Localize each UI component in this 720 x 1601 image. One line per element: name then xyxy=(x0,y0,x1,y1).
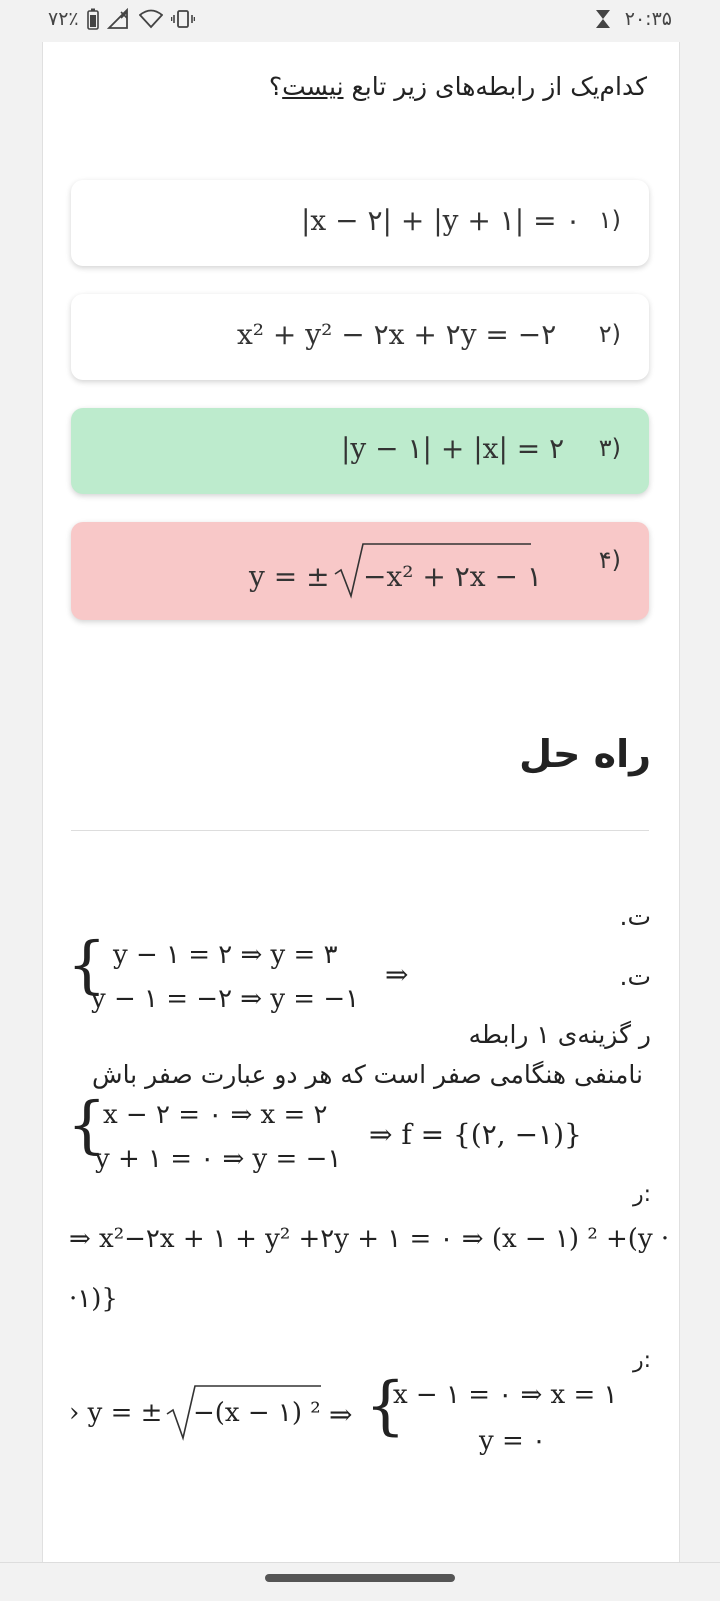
option-formula: |x − ۲| + |y + ۱| = ۰ xyxy=(301,204,581,237)
label-3: :ر xyxy=(632,1348,651,1373)
option-number: ۴) xyxy=(598,546,621,574)
equation-3-prefix: › y = ± xyxy=(69,1398,163,1428)
option-number: ۳) xyxy=(598,434,621,462)
vibrate-icon xyxy=(171,9,195,29)
left-brace: { xyxy=(365,1369,406,1443)
option1-heading: ر گزینه‌ی ۱ رابطه xyxy=(468,1020,651,1049)
no-signal-icon xyxy=(107,8,131,30)
label-2: :ر xyxy=(632,1182,651,1207)
hourglass-icon xyxy=(595,9,611,29)
wifi-icon xyxy=(139,9,163,29)
status-icons-right xyxy=(595,8,672,30)
option-1[interactable] xyxy=(71,180,649,266)
status-bar xyxy=(0,0,720,42)
status-time: ۲۰:۳۵ xyxy=(624,8,672,30)
divider xyxy=(71,830,649,831)
battery-icon xyxy=(87,8,99,30)
question-prefix: کدام‌یک از رابطه‌های زیر تابع xyxy=(343,72,647,101)
system3-bottom: y = ۰ xyxy=(479,1426,546,1456)
option-number: ۲) xyxy=(598,320,621,348)
equation-2-continued: ·۱)} xyxy=(69,1284,118,1314)
status-icons-left xyxy=(48,8,195,30)
home-gesture-handle[interactable] xyxy=(265,1574,455,1582)
equation-2: ⇒ x²−۲x + ۱ + y² +۲y + ۱ = ۰ ⇒ (x − ۱) ² +(y · xyxy=(69,1224,670,1254)
system3-top: x − ۱ = ۰ ⇒ x = ۱ xyxy=(393,1380,618,1410)
option-2[interactable] xyxy=(71,294,649,380)
option-formula: x² + y² − ۲x + ۲y = −۲ xyxy=(237,318,557,351)
system2-top: x − ۲ = ۰ ⇒ x = ۲ xyxy=(103,1100,328,1130)
system1-arrow: ⇒ xyxy=(385,958,409,991)
battery-percent: ۷۲٪ xyxy=(48,8,79,30)
system2-bottom: y + ۱ = ۰ ⇒ y = −۱ xyxy=(95,1144,342,1174)
option-formula-radicand: −x² + ۲x − ۱ xyxy=(363,560,542,593)
question-text xyxy=(269,72,647,101)
option-formula: |y − ۱| + |x| = ۲ xyxy=(341,432,565,465)
option-4-wrong[interactable] xyxy=(71,522,649,620)
equation-3-radicand: −(x − ۱) ² xyxy=(193,1398,321,1428)
equation-3-arrow: ⇒ xyxy=(329,1398,353,1431)
question-underlined-word: نیست xyxy=(282,72,344,101)
option-number: ۱) xyxy=(598,206,621,234)
solution-title: راه حل xyxy=(519,732,651,776)
solution-line-2: ت. xyxy=(619,962,651,991)
question-suffix: ؟ xyxy=(268,72,283,101)
system2-result: ⇒ f = {(۲, −۱)} xyxy=(369,1118,582,1151)
left-brace: { xyxy=(67,1088,107,1161)
option-3-correct[interactable] xyxy=(71,408,649,494)
question-card xyxy=(42,42,680,1562)
option-formula-prefix: y = ± xyxy=(249,560,330,593)
option1-text: نامنفی هنگامی صفر است که هر دو عبارت صفر باش xyxy=(92,1060,643,1089)
system1-top: y − ۱ = ۲ ⇒ y = ۳ xyxy=(113,940,338,970)
system1-bottom: y − ۱ = −۲ ⇒ y = −۱ xyxy=(91,984,360,1014)
solution-line-1: ت. xyxy=(619,902,651,931)
left-brace: { xyxy=(67,928,107,1001)
